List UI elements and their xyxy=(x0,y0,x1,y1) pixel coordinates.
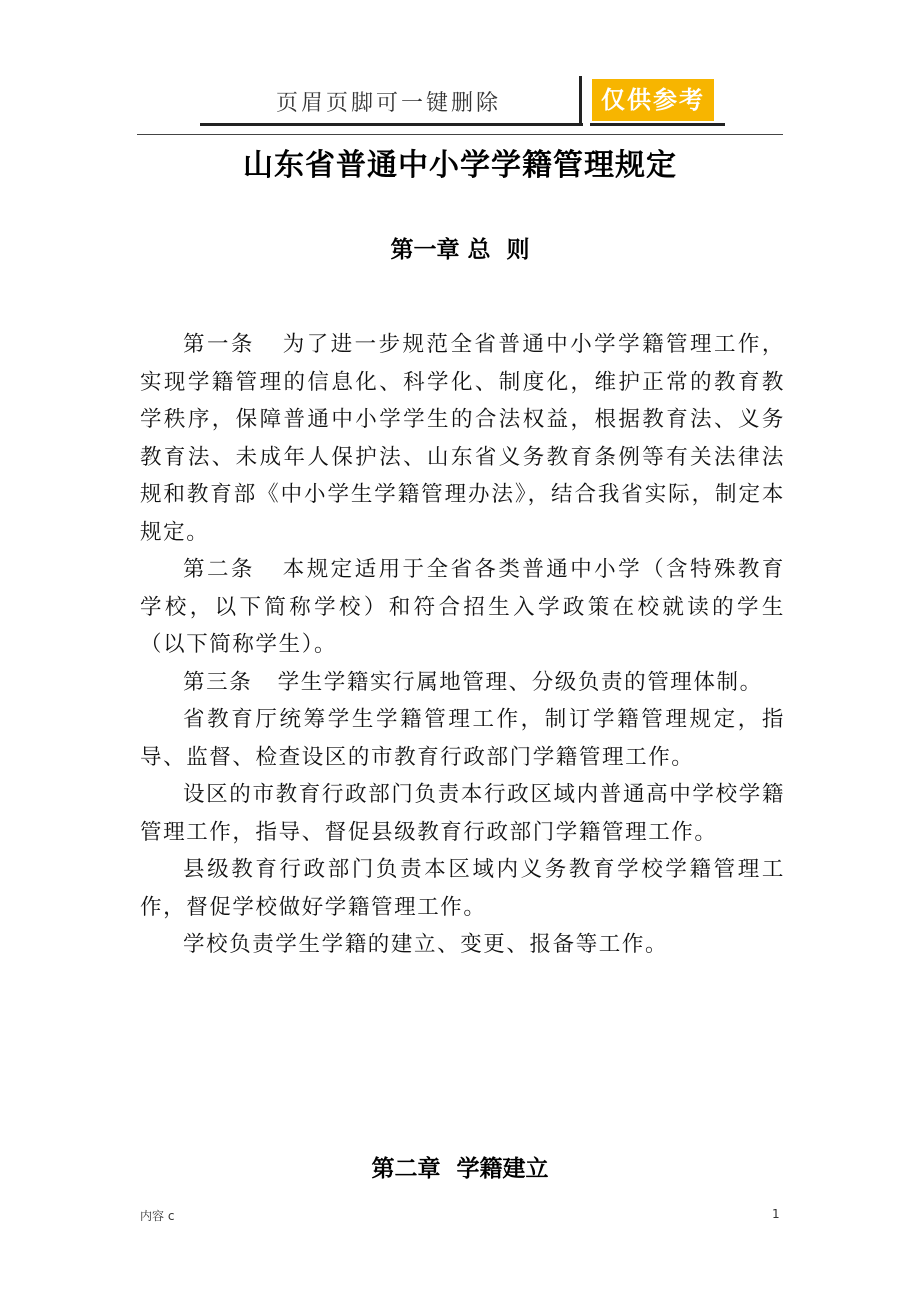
paragraph-provincial-duties: 省教育厅统筹学生学籍管理工作，制订学籍管理规定，指导、监督、检查设区的市教育行政部门学籍管理工作。 xyxy=(140,707,785,770)
reference-only-badge: 仅供参考 xyxy=(592,79,714,121)
header-vertical-divider xyxy=(579,76,582,126)
paragraph-city-duties: 设区的市教育行政部门负责本行政区域内普通高中学校学籍管理工作，指导、督促县级教育行政部门学籍管理工作。 xyxy=(140,782,785,845)
chapter-heading-2: 第二章 学籍建立 xyxy=(371,1156,549,1182)
paragraph-school-duties: 学校负责学生学籍的建立、变更、报备等工作。 xyxy=(183,932,669,957)
header-rule xyxy=(137,134,783,135)
footer-left-text: 内容 c xyxy=(140,1209,175,1223)
paragraph-article-3: 第三条 学生学籍实行属地管理、分级负责的管理体制。 xyxy=(183,669,763,695)
header-text: 页眉页脚可一键删除 xyxy=(276,91,502,116)
header-underline xyxy=(200,123,583,126)
chapter-heading-1: 第一章 总 则 xyxy=(390,237,530,263)
document-title: 山东省普通中小学学籍管理规定 xyxy=(243,148,677,183)
document-body xyxy=(140,326,785,964)
paragraph-article-2: 第二条 本规定适用于全省各类普通中小学（含特殊教育学校，以下简称学校）和符合招生入学政策在校就读的学生（以下简称学生）。 xyxy=(140,557,785,657)
paragraph-county-duties: 县级教育行政部门负责本区域内义务教育学校学籍管理工作，督促学校做好学籍管理工作。 xyxy=(140,857,785,920)
paragraph-article-1: 第一条 为了进一步规范全省普通中小学学籍管理工作，实现学籍管理的信息化、科学化、制度化，维护正常的教育教学秩序，保障普通中小学学生的合法权益，根据教育法、义务教育法、未成年人保护法、山东省义务教育条例等有关法律法规和教育部《中小学生学籍管理办法》，结合我省实际，制定本规定。 xyxy=(140,332,785,545)
page-number: 1 xyxy=(772,1207,780,1221)
badge-underline xyxy=(590,123,725,126)
